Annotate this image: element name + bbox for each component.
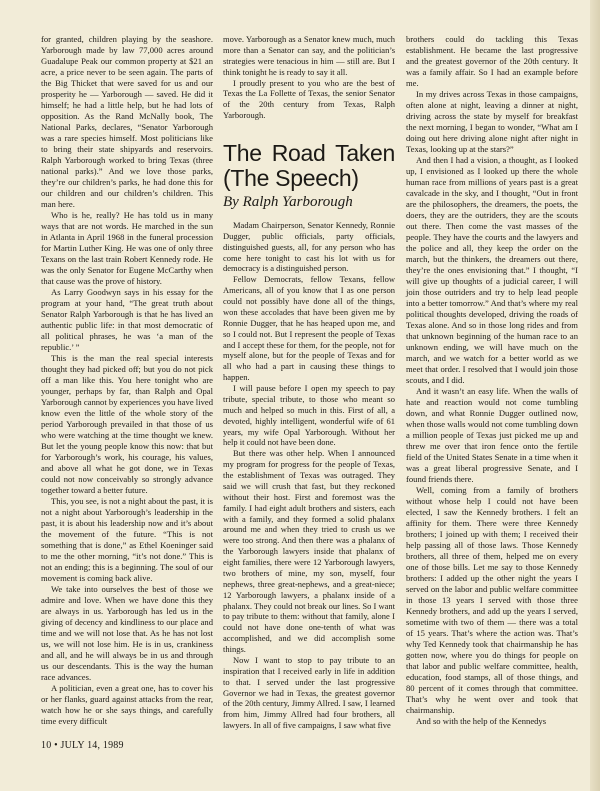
article-column-middle bbox=[223, 34, 395, 731]
paragraph: Well, coming from a family of brothers without whose help I could not have been elected, I saw the Kennedy brothers. I felt an affinity for them. There were three Kennedy brothers; I joined up with them; I received their help passing all of those laws. Those Kennedy brothers, all three of them, helped me on every one of those bills. Let me say to those Kennedy brothers: I added up the other night the years I served on the labor and public welfare committee in those 13 years I served with those three Kennedy brothers, and add up the years I served, sometime with two of them — there was a total of 15 years. That’s where the action was. That’s why Ted Kennedy took that chairmanship he has gotten now, where you do things for people on that labor and public welfare committee, health, education, food stamps, all of those things, and 80 percent of it comes through that committee. That’s why he went over and took that chairmanship. bbox=[406, 485, 578, 715]
article-byline: By Ralph Yarborough bbox=[223, 194, 353, 210]
paragraph: And it wasn’t an easy life. When the walls of hate and reaction would not come tumbling down, and what Ronnie Dugger outlined now, when those walls would not come tumbling down a million people of Texas just picked me up and threw me over that iron fence onto the fertile field of the United States Senate in a time when it was a great liberal progressive Senate, and I found friends there. bbox=[406, 386, 578, 484]
paragraph: And so with the help of the Kennedys bbox=[416, 716, 547, 726]
paragraph: I proudly present to you who are the best of Texas the La Follette of Texas, the senior Senator of the 20th century from Texas, Ralph Yarborough. bbox=[223, 77, 395, 121]
paragraph: We take into ourselves the best of those we admire and love. When we have done this they are always in us. Yarborough has led us in the giving of decency and kindliness to our place and time and we will not lose that. As he has not lost us, we will not lose him. He is in us, crankiness and all, and he will always be in us and through us our descendants. This is the way the human race advances. bbox=[41, 584, 213, 682]
article-column-left bbox=[41, 34, 213, 727]
paragraph: But there was other help. When I announced my program for progress for the people of Texas, the establishment of Texas was outraged. They said we will crush that fast, but they reckoned without their host. First and foremost was the family. I had eight adult brothers and sisters, each with a family, and they formed a solid phalanx around me and when they tried to crush us we were too strong. And then there was a phalanx of the Yarborough lawyers inside that phalanx of eight families, there were 12 Yarborough lawyers, two brothers of mine, my son, myself, four nephews, three great-nephews, and a great-niece; 12 Yarborough lawyers, a phalanx inside of a phalanx. They could not break our lines. So I want to pay tribute to them: without that family, alone I could not have done one-tenth of what was accomplished, and we did accomplish some things. bbox=[223, 448, 395, 654]
paragraph: Madam Chairperson, Senator Kennedy, Ronnie Dugger, public officials, party officials, distinguished guests, all, for any person who has come here tonight to cast his lot with us for democracy is a distinguished person. bbox=[223, 219, 395, 274]
paragraph: Fellow Democrats, fellow Texans, fellow Americans, all of you know that I as one person could not possibly have done all of the things, won these accolades that have been given me by Ronnie Dugger, that he has heaped upon me, and so I could not. But I represent the people of Texas and I accept these for them, for the people, not for myself alone, but for the people of Texas and for all who had a part in causing these things to happen. bbox=[223, 274, 395, 383]
paragraph: As Larry Goodwyn says in his essay for the program at your hand, “The great truth about Senator Ralph Yarborough is that he has lived an authentic public life: in that most democratic of all political phrases, he was ‘a man of the republic.’ ” bbox=[41, 287, 213, 352]
paragraph: I will pause before I open my speech to pay tribute, special tribute, to those who meant so much and helped so much in this. First of all, a devoted, highly intelligent, wonderful wife of 61 years, my wife Opal Yarborough. Without her help it could not have been done. bbox=[223, 383, 395, 448]
paragraph: for granted, children playing by the seashore. Yarborough made by law 77,000 acres around Guadalupe Peak our common property at $21 an acre, a price never to be seen again. The parts of the Big Thicket that were saved for us and our prosperity he — Yarborough — saved. He did it himself; he had a little help, but he had lots of opposition. As the Rand McNally book, The National Parks, declares, “Senator Yarborough was a rare species himself. Most politicians like to bring their state shipyards and reservoirs. Ralph Yarborough worked to bring Texas (three national parks).” And we love those parks, they’re our children’s parks, he had done this for our children and our children’s children. This man here. bbox=[41, 34, 213, 209]
page-footer: 10 • JULY 14, 1989 bbox=[41, 740, 124, 751]
article-title: The Road Taken (The Speech) bbox=[223, 140, 395, 191]
paragraph: brothers could do tackling this Texas establishment. He became the last progressive and the greatest governor of the 20th century. It was a family affair. So I had an example before me. bbox=[406, 34, 578, 88]
headline-block bbox=[223, 141, 395, 208]
article-column-right bbox=[406, 34, 578, 727]
paragraph: Now I want to stop to pay tribute to an inspiration that I received early in life in addition to that. I served under the last progressive Governor we had in Texas, the greatest governor of the 20th century, Jimmy Allred. I saw, I learned from him, Jimmy Allred had four brothers, all lawyers. In all of five campaigns, I saw what five bbox=[223, 654, 395, 731]
paragraph: This, you see, is not a night about the past, it is not a night about Yarborough’s leadership in the past, it is about his leadership now and it’s about the movement of the future. “This is not something that is done,” as Ethel Koeninger said to me the other morning, “it’s not done.” This is not an ending; this is a beginning. The soul of our movement is coming back alive. bbox=[41, 496, 213, 583]
paragraph: Who is he, really? He has told us in many ways that are not words. He marched in the sun in Atlanta in April 1968 in the funeral procession for Martin Luther King. He was one of only three Texans on the last train Robert Kennedy rode. He was the only Senator for Eugene McCarthy when that cause was the prove of history. bbox=[41, 210, 213, 286]
paragraph: And then I had a vision, a thought, as I looked up, I envisioned as I looked up there the whole human race from millions of years past is a great cavalcade in the sky, and I thought, “Out in front are the philosophers, the dreamers, the poets, the doers, they are the outriders, they are the scouts out there. Then come the vast masses of the people. They have the courts and the lawyers and the police and all, they keep the order on the march, but the thinkers, the dreamers out there, they’re the ones envisioning that.” I thought, “I will give up thoughts of a judicial career, I will join those outriders and try to help lead people into a better tomorrow.” And that’s where my real political thoughts developed, driving the roads of Texas alone. And so in those long rides and from that unknown beginning of the human race to an unknown ending, we will have much on the march, and we watch for a better world as we meet that order. I resolved that I would join those scouts, and I did. bbox=[406, 155, 578, 385]
page-edge bbox=[590, 0, 600, 791]
paragraph: In my drives across Texas in those campaigns, often alone at night, leaving a dinner at night, driving across the state by myself for breakfast the next morning, I began to wonder, “What am I doing out here driving alone night after night in Texas, looking up at the stars?” bbox=[406, 89, 578, 154]
paragraph: move. Yarborough as a Senator knew much, much more than a Senator can say, and the politician’s strategies were tenacious in him — still are. But I think tonight he is ready to say it all. bbox=[223, 34, 395, 77]
paragraph: A politician, even a great one, has to cover his or her flanks, guard against attacks from the rear, watch how he or she says things, and carefully time every difficult bbox=[41, 683, 213, 726]
paragraph: This is the man the real special interests thought they had picked off; but you do not pick off a man like this. You here tonight who are younger, perhaps by far, than Ralph and Opal Yarborough cannot by experiences you have lived know even the little of the whole story of the period Yarborough prevailed in that those of us who were watching at the time thought we knew. But let the young people know this now: that but for Yarborough’s work, his courage, his values, and above all what he got done, we in Texas could not now conceivably so strongly advance together toward a better future. bbox=[41, 353, 213, 495]
